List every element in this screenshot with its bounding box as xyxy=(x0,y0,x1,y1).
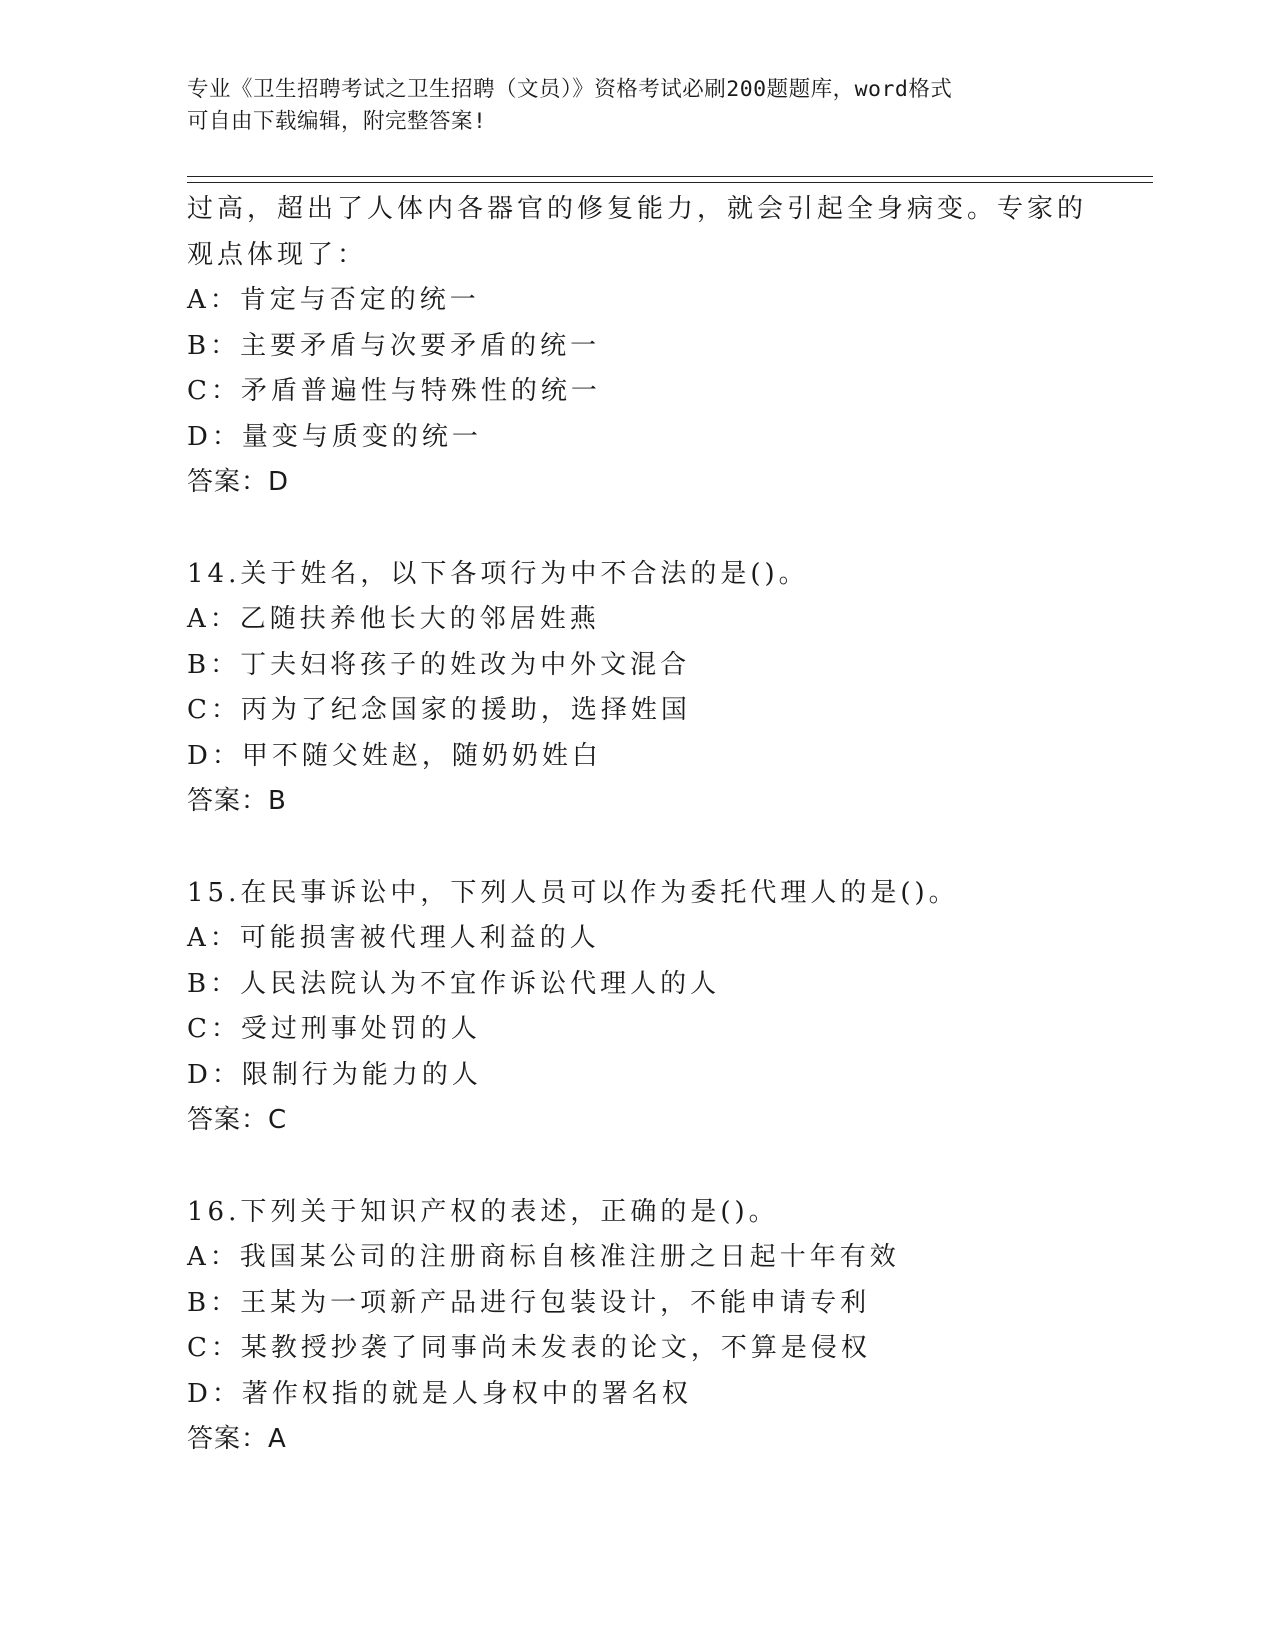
header-line-2: 可自由下载编辑，附完整答案! xyxy=(187,109,487,134)
question-stem-line: 观点体现了： xyxy=(187,239,368,270)
option-b: B：丁夫妇将孩子的姓改为中外文混合 xyxy=(187,649,691,680)
option-b: B：人民法院认为不宜作诉讼代理人的人 xyxy=(187,968,721,999)
document-header xyxy=(187,74,1087,138)
header-line-1: 专业《卫生招聘考试之卫生招聘（文员）》资格考试必刷200题题库，word格式 xyxy=(187,77,953,102)
header-divider-top xyxy=(187,176,1153,177)
question-13-continued xyxy=(187,187,1147,506)
answer-label: 答案：C xyxy=(187,1105,288,1135)
question-stem: 16.下列关于知识产权的表述，正确的是()。 xyxy=(187,1196,779,1227)
option-d: D：量变与质变的统一 xyxy=(187,421,482,452)
option-c: C：丙为了纪念国家的援助，选择姓国 xyxy=(187,695,691,725)
option-d: D：限制行为能力的人 xyxy=(187,1059,482,1090)
answer-label: 答案：A xyxy=(187,1424,287,1454)
option-a: A：可能损害被代理人利益的人 xyxy=(187,923,600,953)
option-a: A：我国某公司的注册商标自核准注册之日起十年有效 xyxy=(187,1242,900,1272)
question-stem-line: 过高，超出了人体内各器官的修复能力，就会引起全身病变。专家的 xyxy=(187,194,1088,224)
option-a: A：乙随扶养他长大的邻居姓燕 xyxy=(187,604,600,634)
option-b: B：主要矛盾与次要矛盾的统一 xyxy=(187,330,601,361)
option-d: D：甲不随父姓赵，随奶奶姓白 xyxy=(187,740,602,771)
question-16 xyxy=(187,1190,1147,1463)
question-stem: 15.在民事诉讼中，下列人员可以作为委托代理人的是()。 xyxy=(187,877,959,908)
option-b: B：王某为一项新产品进行包装设计，不能申请专利 xyxy=(187,1287,871,1318)
answer-label: 答案：B xyxy=(187,786,287,816)
question-15 xyxy=(187,871,1147,1144)
header-divider-bottom xyxy=(187,182,1153,183)
option-c: C：某教授抄袭了同事尚未发表的论文，不算是侵权 xyxy=(187,1333,871,1363)
option-a: A：肯定与否定的统一 xyxy=(187,285,480,315)
question-stem: 14.关于姓名，以下各项行为中不合法的是()。 xyxy=(187,558,809,589)
answer-label: 答案：D xyxy=(187,467,290,497)
option-d: D：著作权指的就是人身权中的署名权 xyxy=(187,1378,692,1409)
option-c: C：受过刑事处罚的人 xyxy=(187,1014,481,1044)
question-14 xyxy=(187,552,1147,825)
option-c: C：矛盾普遍性与特殊性的统一 xyxy=(187,376,601,406)
question-list xyxy=(187,187,1147,1463)
